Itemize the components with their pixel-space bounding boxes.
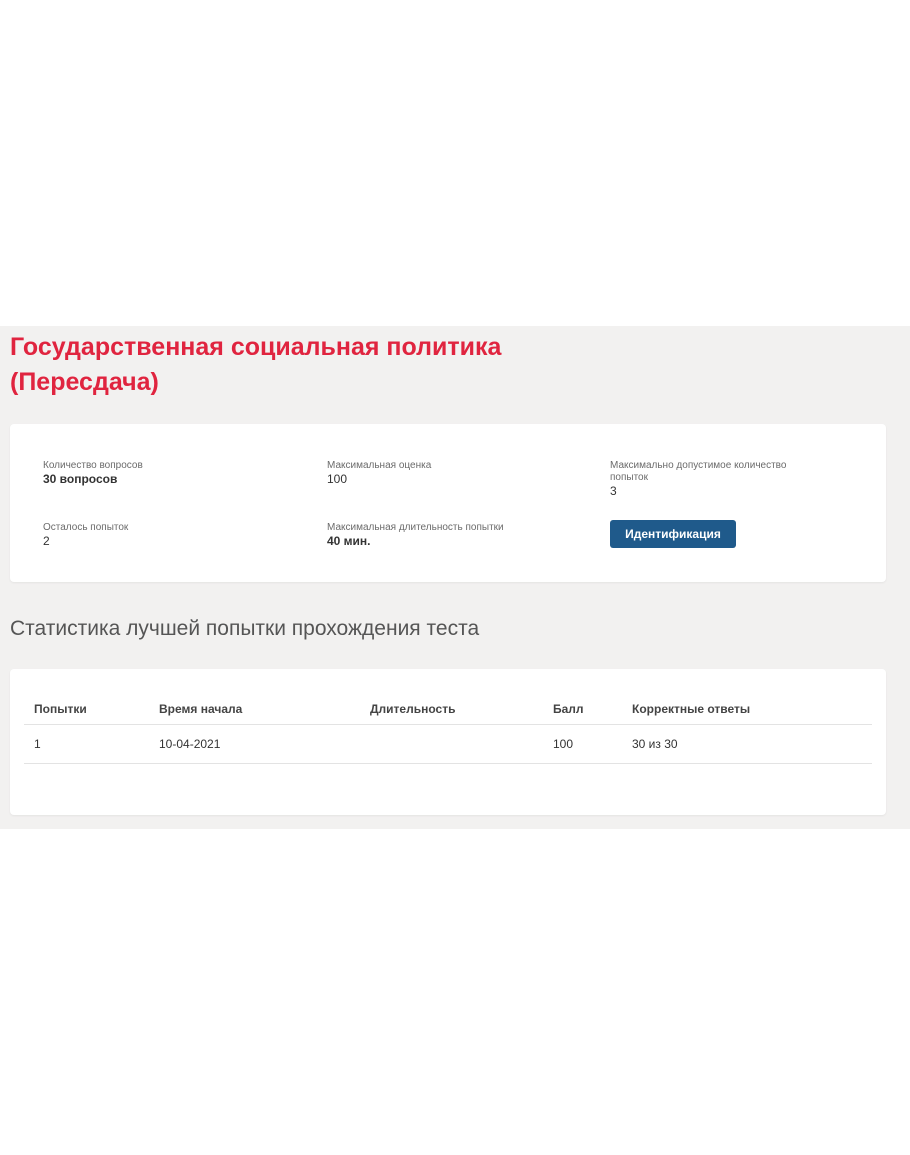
remaining-attempts-value: 2 — [43, 534, 50, 548]
cell-score: 100 — [543, 725, 622, 764]
column-header-duration: Длительность — [360, 693, 543, 725]
column-header-start-time: Время начала — [149, 693, 360, 725]
max-score-label: Максимальная оценка — [327, 460, 432, 471]
stats-table — [24, 693, 872, 764]
max-duration-value: 40 мин. — [327, 534, 371, 548]
max-score — [327, 460, 587, 486]
remaining-attempts — [43, 522, 303, 548]
max-attempts-label: Максимально допустимое количество попыток — [610, 460, 787, 483]
cell-correct-answers: 30 из 30 — [622, 725, 872, 764]
max-attempts-value: 3 — [610, 484, 617, 498]
identification-button[interactable]: Идентификация — [610, 520, 736, 548]
stats-card — [10, 669, 886, 815]
questions-count — [43, 460, 303, 486]
max-duration — [327, 522, 587, 548]
questions-count-label: Количество вопросов — [43, 460, 143, 471]
stats-table-header-row — [24, 693, 872, 725]
cell-attempt: 1 — [24, 725, 149, 764]
cell-duration — [360, 725, 543, 764]
max-score-value: 100 — [327, 472, 348, 486]
stats-section-title: Статистика лучшей попытки прохождения теста — [10, 617, 480, 640]
questions-count-value: 30 вопросов — [43, 472, 118, 486]
column-header-correct-answers: Корректные ответы — [622, 693, 872, 725]
test-info-card — [10, 424, 886, 582]
max-attempts — [610, 460, 820, 498]
column-header-score: Балл — [543, 693, 622, 725]
max-duration-label: Максимальная длительность попытки — [327, 522, 504, 533]
table-row — [24, 725, 872, 764]
column-header-attempts: Попытки — [24, 693, 149, 725]
page-title: Государственная социальная политика (Пересдача) — [10, 333, 502, 396]
remaining-attempts-label: Осталось попыток — [43, 522, 129, 533]
cell-start-time: 10-04-2021 — [149, 725, 360, 764]
